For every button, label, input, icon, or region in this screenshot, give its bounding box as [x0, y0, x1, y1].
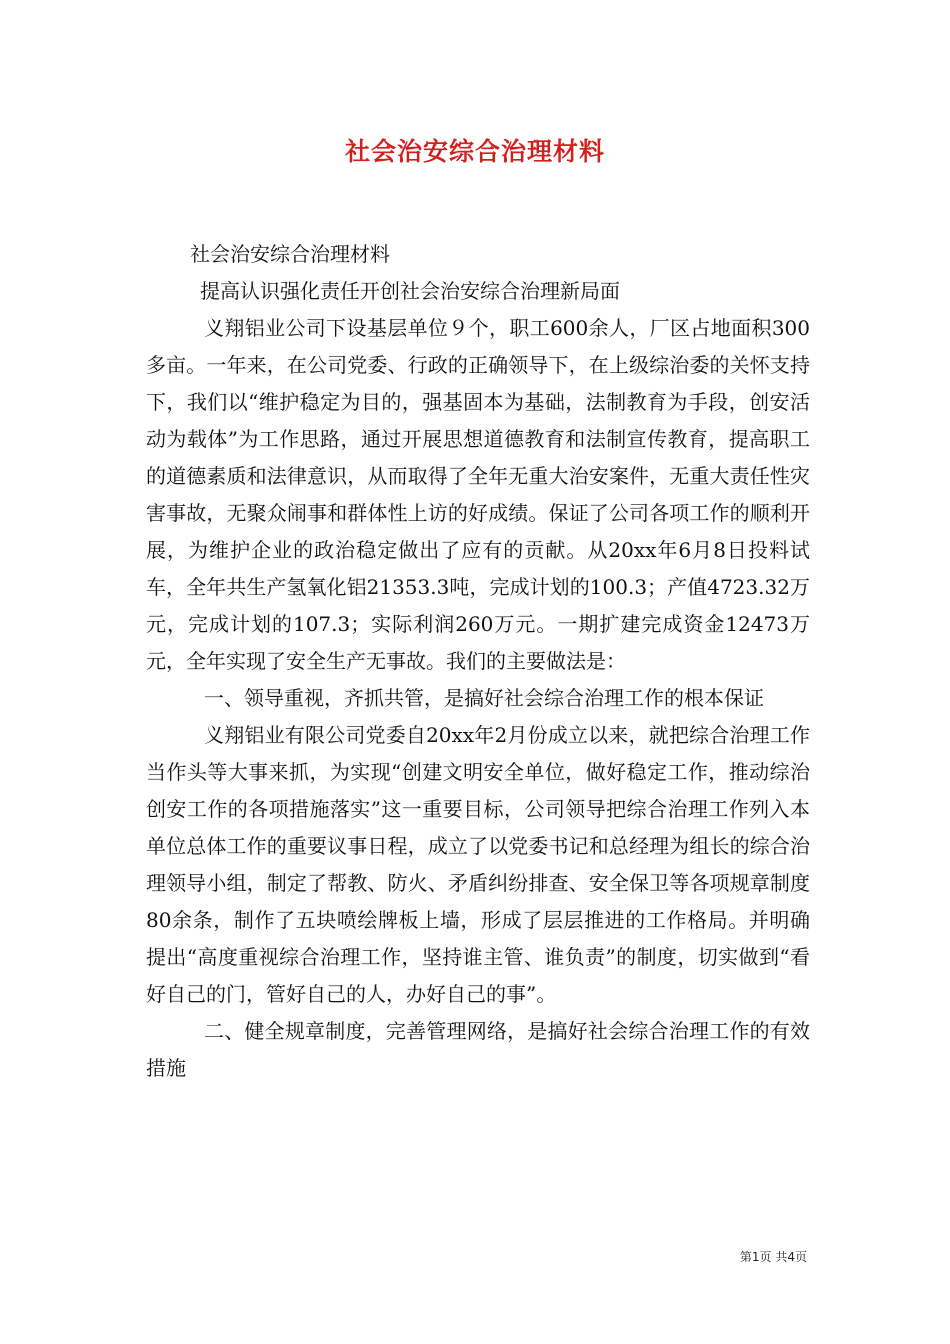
section-heading: 一、领导重视，齐抓共管，是搞好社会综合治理工作的根本保证 [204, 686, 764, 710]
document-body [146, 236, 810, 1087]
section-heading: 二、健全规章制度，完善管理网络，是搞好社会综合治理工作的有效措施 [146, 1019, 810, 1080]
subtitle-line: 社会治安综合治理材料 [190, 242, 390, 266]
document-title: 社会治安综合治理材料 [344, 137, 605, 166]
paragraph: 义翔铝业有限公司党委自20xx年2月份成立以来，就把综合治理工作当作头等大事来抓，为实现“创建文明安全单位，做好稳定工作，推动综治创安工作的各项措施落实”这一重要目标，公司领导把综合治理工作列入本单位总体工作的重要议事日程，成立了以党委书记和总经理为组长的综合治理领导小组，制定了帮教、防火、矛盾纠纷排查、安全保卫等各项规章制度80余条，制作了五块喷绘牌板上墙，形成了层层推进的工作格局。并明确提出“高度重视综合治理工作，坚持谁主管、谁负责”的制度，切实做到“看好自己的门，管好自己的人，办好自己的事”。 [146, 723, 810, 1006]
page-number: 第1页 共4页 [739, 1250, 807, 1264]
paragraph: 义翔铝业公司下设基层单位９个，职工600余人，厂区占地面积300多亩。一年来，在公司党委、行政的正确领导下，在上级综治委的关怀支持下，我们以“维护稳定为目的，强基固本为基础，法制教育为手段，创安活动为载体”为工作思路，通过开展思想道德教育和法制宣传教育，提高职工的道德素质和法律意识，从而取得了全年无重大治安案件，无重大责任性灾害事故，无聚众闹事和群体性上访的好成绩。保证了公司各项工作的顺利开展，为维护企业的政治稳定做出了应有的贡献。从20xx年6月8日投料试车，全年共生产氢氧化铝21353.3吨，完成计划的100.3；产值4723.32万元，完成计划的107.3；实际利润260万元。一期扩建完成资金12473万元，全年实现了安全生产无事故。我们的主要做法是： [146, 316, 810, 673]
subtitle-line: 提高认识强化责任开创社会治安综合治理新局面 [200, 279, 620, 303]
